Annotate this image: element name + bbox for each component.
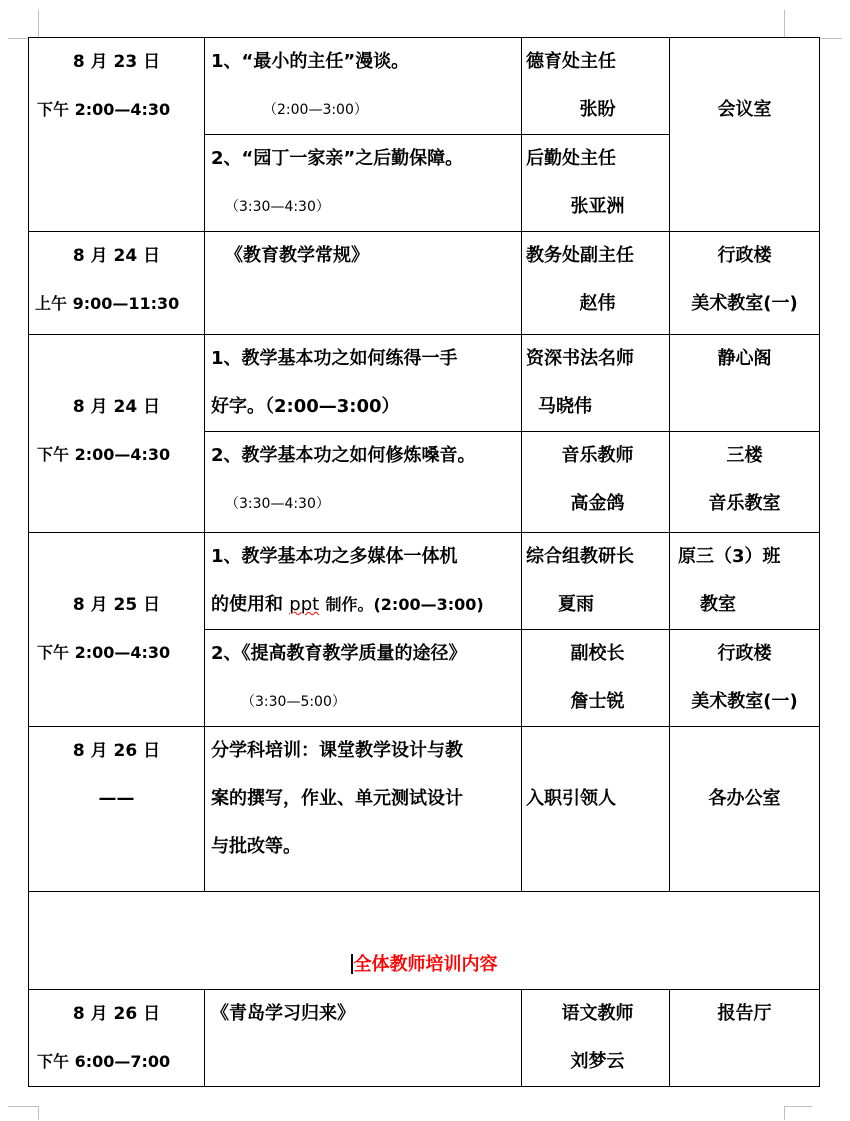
location-cell	[670, 432, 820, 533]
person-cell	[522, 335, 670, 432]
time-label: 下午 2:00—4:30	[37, 445, 171, 464]
section-heading-row	[29, 892, 820, 990]
crop-mark	[784, 1106, 812, 1107]
content-cell	[205, 335, 522, 432]
date-label: 8 月 26 日	[72, 1004, 161, 1024]
content-cell	[205, 135, 522, 232]
date-cell	[29, 727, 205, 892]
content-cell	[205, 38, 522, 135]
location-label: 各办公室	[708, 788, 781, 809]
crop-mark	[38, 1106, 39, 1120]
person-role: 资深书法名师	[526, 348, 634, 369]
content-cell	[205, 727, 522, 892]
table-row	[29, 727, 820, 892]
person-name: 赵伟	[579, 293, 616, 314]
content-line: （3:30—5:00）	[241, 694, 346, 710]
content-fragment: 制作。(2:00—3:00)	[325, 595, 484, 614]
section-title-text: 全体教师培训内容	[353, 954, 498, 975]
content-fragment: 的使用和	[211, 594, 283, 615]
content-line: 案的撰写，作业、单元测试设计	[211, 788, 463, 809]
location-cell	[670, 232, 820, 335]
person-name: 马晓伟	[538, 396, 592, 417]
location-cell	[670, 533, 820, 630]
content-line: 与批改等。	[211, 836, 301, 857]
text-cursor	[351, 954, 353, 974]
training-schedule-table	[28, 37, 820, 1087]
person-cell	[522, 232, 670, 335]
date-label: 8 月 26 日	[72, 741, 161, 761]
person-cell	[522, 990, 670, 1087]
person-name: 刘梦云	[570, 1051, 625, 1072]
date-label: 8 月 24 日	[72, 397, 161, 417]
person-cell	[522, 727, 670, 892]
person-name: 张盼	[579, 99, 616, 120]
date-cell	[29, 232, 205, 335]
crop-mark	[8, 38, 28, 39]
person-role: 教务处副主任	[526, 245, 634, 266]
content-line: 2、“园丁一家亲”之后勤保障。	[211, 148, 464, 169]
crop-mark	[784, 1106, 785, 1120]
person-cell	[522, 135, 670, 232]
location-cell	[670, 335, 820, 432]
person-cell	[522, 533, 670, 630]
time-label: 下午 2:00—4:30	[37, 643, 171, 662]
person-name: 詹士锐	[570, 691, 625, 712]
date-label: 8 月 24 日	[72, 246, 161, 266]
date-cell	[29, 38, 205, 232]
location-cell	[670, 38, 820, 232]
person-role: 副校长	[570, 643, 625, 664]
person-cell	[522, 630, 670, 727]
content-line: （2:00—3:00）	[263, 102, 368, 118]
location-cell	[670, 630, 820, 727]
content-cell	[205, 432, 522, 533]
content-line: （3:30—4:30）	[225, 496, 330, 512]
content-line: 《教育教学常规》	[225, 245, 369, 266]
location-label: 行政楼	[717, 643, 772, 664]
date-cell	[29, 335, 205, 533]
table-row	[29, 38, 820, 135]
person-name: 张亚洲	[570, 196, 625, 217]
date-cell	[29, 533, 205, 727]
location-label: 音乐教室	[708, 493, 781, 514]
location-label: 美术教室(一)	[691, 293, 798, 314]
date-label: 8 月 23 日	[72, 52, 161, 72]
location-label: 静心阁	[717, 348, 772, 369]
time-label: 下午 6:00—7:00	[37, 1052, 171, 1071]
table-row	[29, 232, 820, 335]
content-line: 1、教学基本功之多媒体一体机	[211, 546, 458, 567]
content-line: 1、教学基本功之如何练得一手	[211, 348, 458, 369]
location-label: 原三（3）班	[678, 546, 781, 567]
content-cell	[205, 990, 522, 1087]
content-line: 《青岛学习归来》	[211, 1003, 355, 1024]
person-role: 语文教师	[561, 1003, 634, 1024]
content-cell	[205, 533, 522, 630]
time-label: 上午 9:00—11:30	[35, 294, 180, 313]
time-label: 下午 2:00—4:30	[37, 100, 171, 119]
location-cell	[670, 727, 820, 892]
person-name: 夏雨	[558, 594, 594, 615]
person-role: 德育处主任	[526, 51, 616, 72]
person-name: 高金鸽	[570, 493, 625, 514]
table-row	[29, 990, 820, 1087]
content-line: 2、教学基本功之如何修炼嗓音。	[211, 445, 476, 466]
person-role: 入职引领人	[526, 788, 616, 809]
location-label: 行政楼	[717, 245, 772, 266]
content-line: 好字。（2:00—3:00）	[211, 396, 400, 417]
person-role: 综合组教研长	[526, 546, 634, 567]
person-cell	[522, 432, 670, 533]
date-cell	[29, 990, 205, 1087]
location-label: 报告厅	[717, 1003, 772, 1024]
location-label: 会议室	[717, 99, 772, 120]
crop-mark	[8, 1106, 38, 1107]
crop-mark	[784, 10, 785, 38]
content-line: 1、“最小的主任”漫谈。	[211, 51, 410, 72]
crop-mark	[820, 38, 842, 39]
location-label: 美术教室(一)	[691, 691, 798, 712]
crop-mark	[38, 10, 39, 38]
person-cell	[522, 38, 670, 135]
section-heading-cell	[29, 892, 820, 990]
content-line: 2、《提高教育教学质量的途径》	[211, 643, 467, 664]
person-role: 音乐教师	[561, 445, 634, 466]
time-label: ——	[98, 788, 135, 809]
content-line: 分学科培训：课堂教学设计与教	[211, 740, 463, 761]
location-label: 三楼	[726, 445, 763, 466]
content-cell	[205, 630, 522, 727]
location-cell	[670, 990, 820, 1087]
date-label: 8 月 25 日	[72, 595, 161, 615]
content-cell	[205, 232, 522, 335]
section-title	[29, 941, 819, 989]
location-label: 教室	[700, 594, 736, 615]
spellcheck-word: ppt	[289, 594, 320, 615]
person-role: 后勤处主任	[526, 148, 616, 169]
table-row	[29, 533, 820, 630]
content-line	[205, 581, 521, 629]
content-line: （3:30—4:30）	[225, 199, 330, 215]
table-row	[29, 335, 820, 432]
